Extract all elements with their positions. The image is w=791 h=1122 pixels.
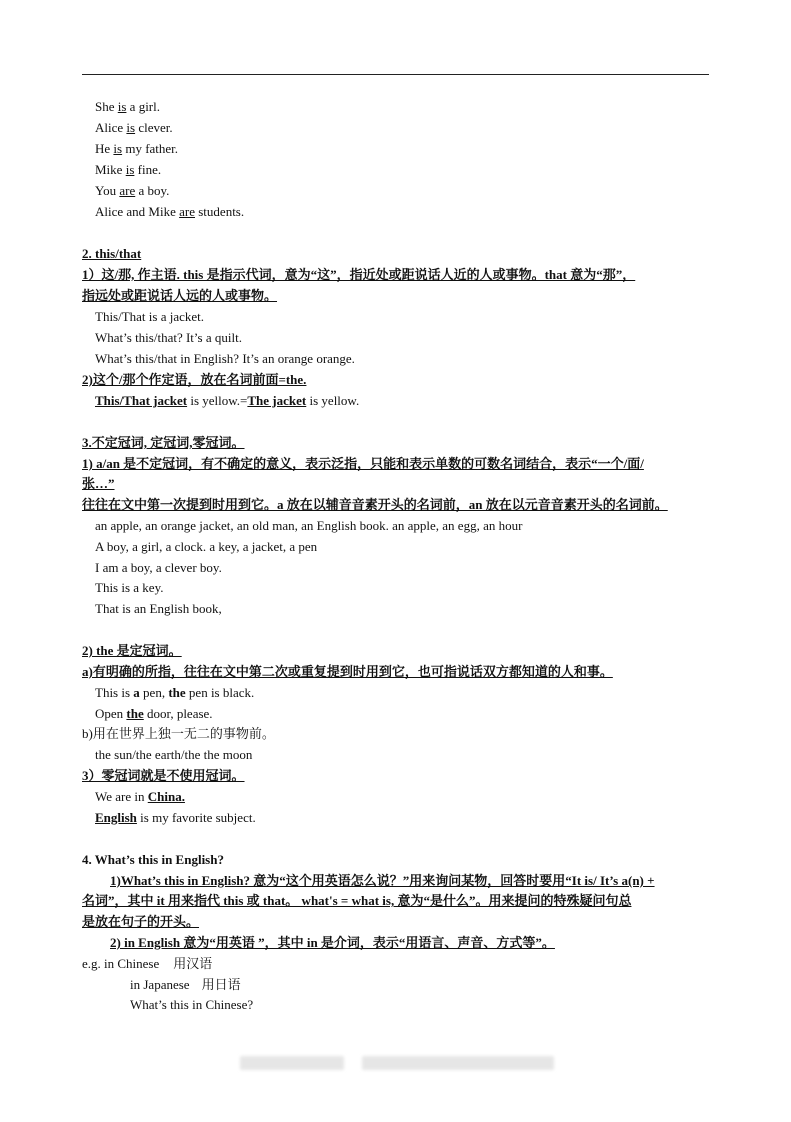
example-line [95, 789, 185, 805]
example-line: the sun/the earth/the the moon [95, 747, 253, 762]
rule-text: 2)这个/那个作定语，放在名词前面=the. [82, 372, 307, 387]
rule-text: 3）零冠词就是不使用冠词。 [82, 768, 245, 783]
highlight-phrase: The jacket [247, 393, 307, 408]
translation-text: 用日语 [201, 977, 241, 992]
example-text: is yellow. [306, 393, 360, 408]
rule-text: 张…” [82, 476, 115, 491]
footer-watermark [240, 1056, 344, 1070]
example-text: Open [95, 706, 127, 721]
highlight-word: China. [147, 789, 185, 804]
example-line: Alice is clever. [95, 120, 173, 135]
rule-text: a)有明确的所指，往往在文中第二次或重复提到时用到它，也可指说话双方都知道的人和事。 [82, 664, 613, 679]
rule-text: 名词”，其中 it 用来指代 this 或 that。 what's = what is, 意为“是什么”。用来提问的特殊疑问句总 [82, 893, 632, 908]
example-text: in Japanese [130, 977, 190, 992]
example-line: Mike is fine. [95, 162, 162, 177]
rule-text: 1) a/an 是不定冠词，有不确定的意义，表示泛指，只能和表示单数的可数名词结合，表示“一个/面/ [82, 456, 644, 471]
example-line: You are a boy. [95, 183, 170, 198]
rule-text: 2) the 是定冠词。 [82, 643, 182, 658]
highlight-word: the [126, 706, 144, 721]
example-text: is yellow.= [187, 393, 248, 408]
example-text: door, please. [143, 706, 213, 721]
rule-text: 往往在文中第一次提到时用到它。a 放在以辅音音素开头的名词前，an 放在以元音音素开头的名词前。 [82, 497, 668, 512]
rule-text: 2) in English 意为“用英语 ”，其中 in 是介词，表示“用语言、声音、方式等”。 [110, 935, 555, 950]
highlight-phrase: This/That jacket [95, 393, 188, 408]
example-line: A boy, a girl, a clock. a key, a jacket, a pen [95, 539, 318, 554]
rule-text: b)用在世界上独一无二的事物前。 [82, 726, 275, 741]
example-text: e.g. in Chinese [82, 956, 160, 971]
example-line [130, 977, 241, 993]
highlight-word: the [168, 685, 186, 700]
example-text: This is [95, 685, 134, 700]
example-text: We are in [95, 789, 148, 804]
example-text: pen, [139, 685, 169, 700]
example-line: She is a girl. [95, 99, 160, 114]
example-line: Alice and Mike are students. [95, 204, 245, 219]
example-line [95, 685, 254, 701]
example-line: This is a key. [95, 580, 164, 595]
example-line: an apple, an orange jacket, an old man, an English book. an apple, an egg, an hour [95, 518, 523, 533]
rule-text: 1）这/那, 作主语. this 是指示代词，意为“这”，指近处或距说话人近的人或事物。that 意为“那”， [82, 267, 636, 282]
highlight-word: a [133, 685, 140, 700]
example-line: I am a boy, a clever boy. [95, 560, 222, 575]
example-text: pen is black. [185, 685, 255, 700]
example-line: He is my father. [95, 141, 179, 156]
section-title: 3.不定冠词, 定冠词,零冠词。 [82, 435, 245, 450]
rule-text: 1)What’s this in English? 意为“这个用英语怎么说？”用来询问某物，回答时要用“It is/ It’s a(n) + [110, 873, 655, 888]
example-line [82, 956, 212, 972]
example-line: What’s this/that in English? It’s an orange orange. [95, 351, 355, 366]
translation-text: 用汉语 [173, 956, 213, 971]
rule-text: 是放在句子的开头。 [82, 914, 200, 929]
example-line: This/That is a jacket. [95, 309, 205, 324]
highlight-word: English [95, 810, 137, 825]
footer-watermark [362, 1056, 554, 1070]
section-title: 2. this/that [82, 246, 142, 261]
header-rule [82, 74, 709, 75]
example-line: What’s this in Chinese? [130, 997, 254, 1012]
rule-text: 指远处或距说话人远的人或事物。 [82, 288, 278, 303]
example-line [95, 810, 256, 826]
section-title: 4. What’s this in English? [82, 852, 224, 867]
example-line: That is an English book, [95, 601, 222, 616]
example-line [95, 393, 359, 409]
example-line: What’s this/that? It’s a quilt. [95, 330, 242, 345]
example-line [95, 706, 213, 722]
example-text: is my favorite subject. [136, 810, 256, 825]
